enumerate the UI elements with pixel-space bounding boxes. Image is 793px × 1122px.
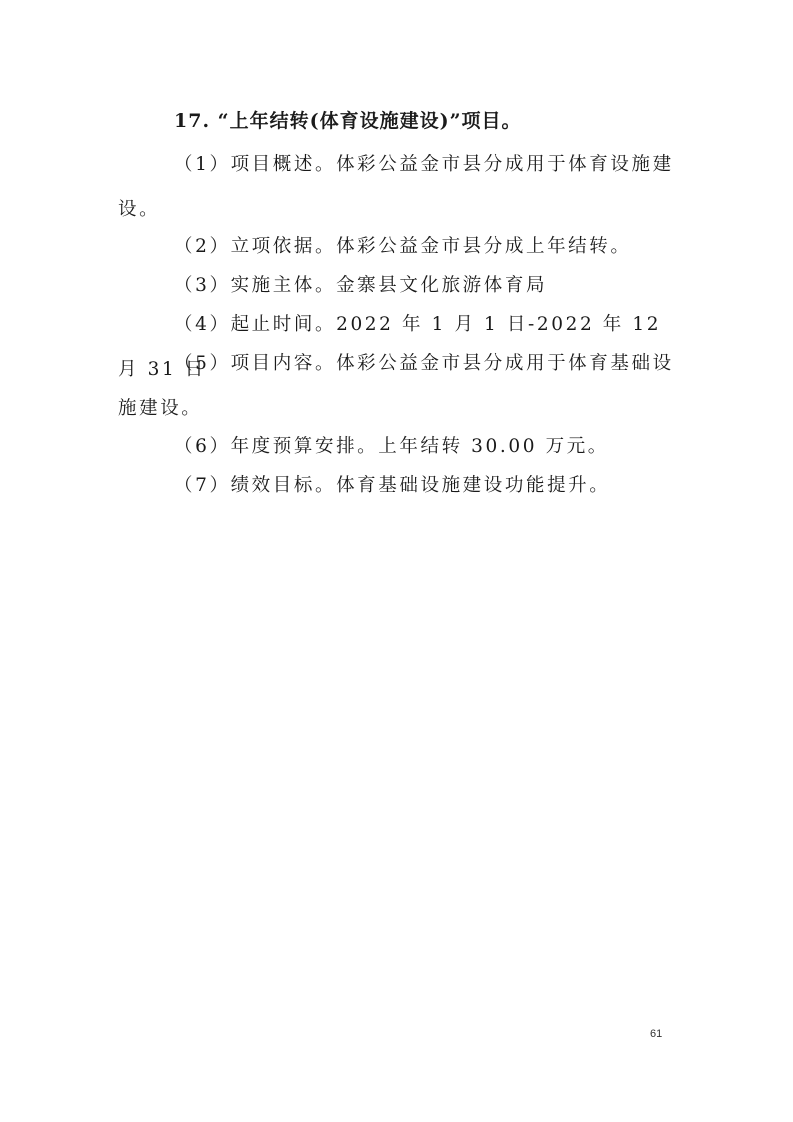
paragraph-overview: （1）项目概述。体彩公益金市县分成用于体育设施建设。	[118, 154, 674, 220]
section-heading: 17. “上年结转(体育设施建设)”项目。	[174, 110, 522, 132]
paragraph-basis: （2）立项依据。体彩公益金市县分成上年结转。	[174, 236, 632, 257]
paragraph-content: （5）项目内容。体彩公益金市县分成用于体育基础设施建设。	[118, 353, 674, 419]
paragraph-implementer: （3）实施主体。金寨县文化旅游体育局	[174, 275, 548, 296]
paragraph-period: （4）起止时间。2022 年 1 月 1 日-2022 年 12 月 31 日	[118, 314, 662, 380]
page-number: 61	[650, 1028, 663, 1040]
paragraph-goal: （7）绩效目标。体育基础设施建设功能提升。	[174, 475, 611, 496]
paragraph-budget: （6）年度预算安排。上年结转 30.00 万元。	[174, 436, 609, 457]
